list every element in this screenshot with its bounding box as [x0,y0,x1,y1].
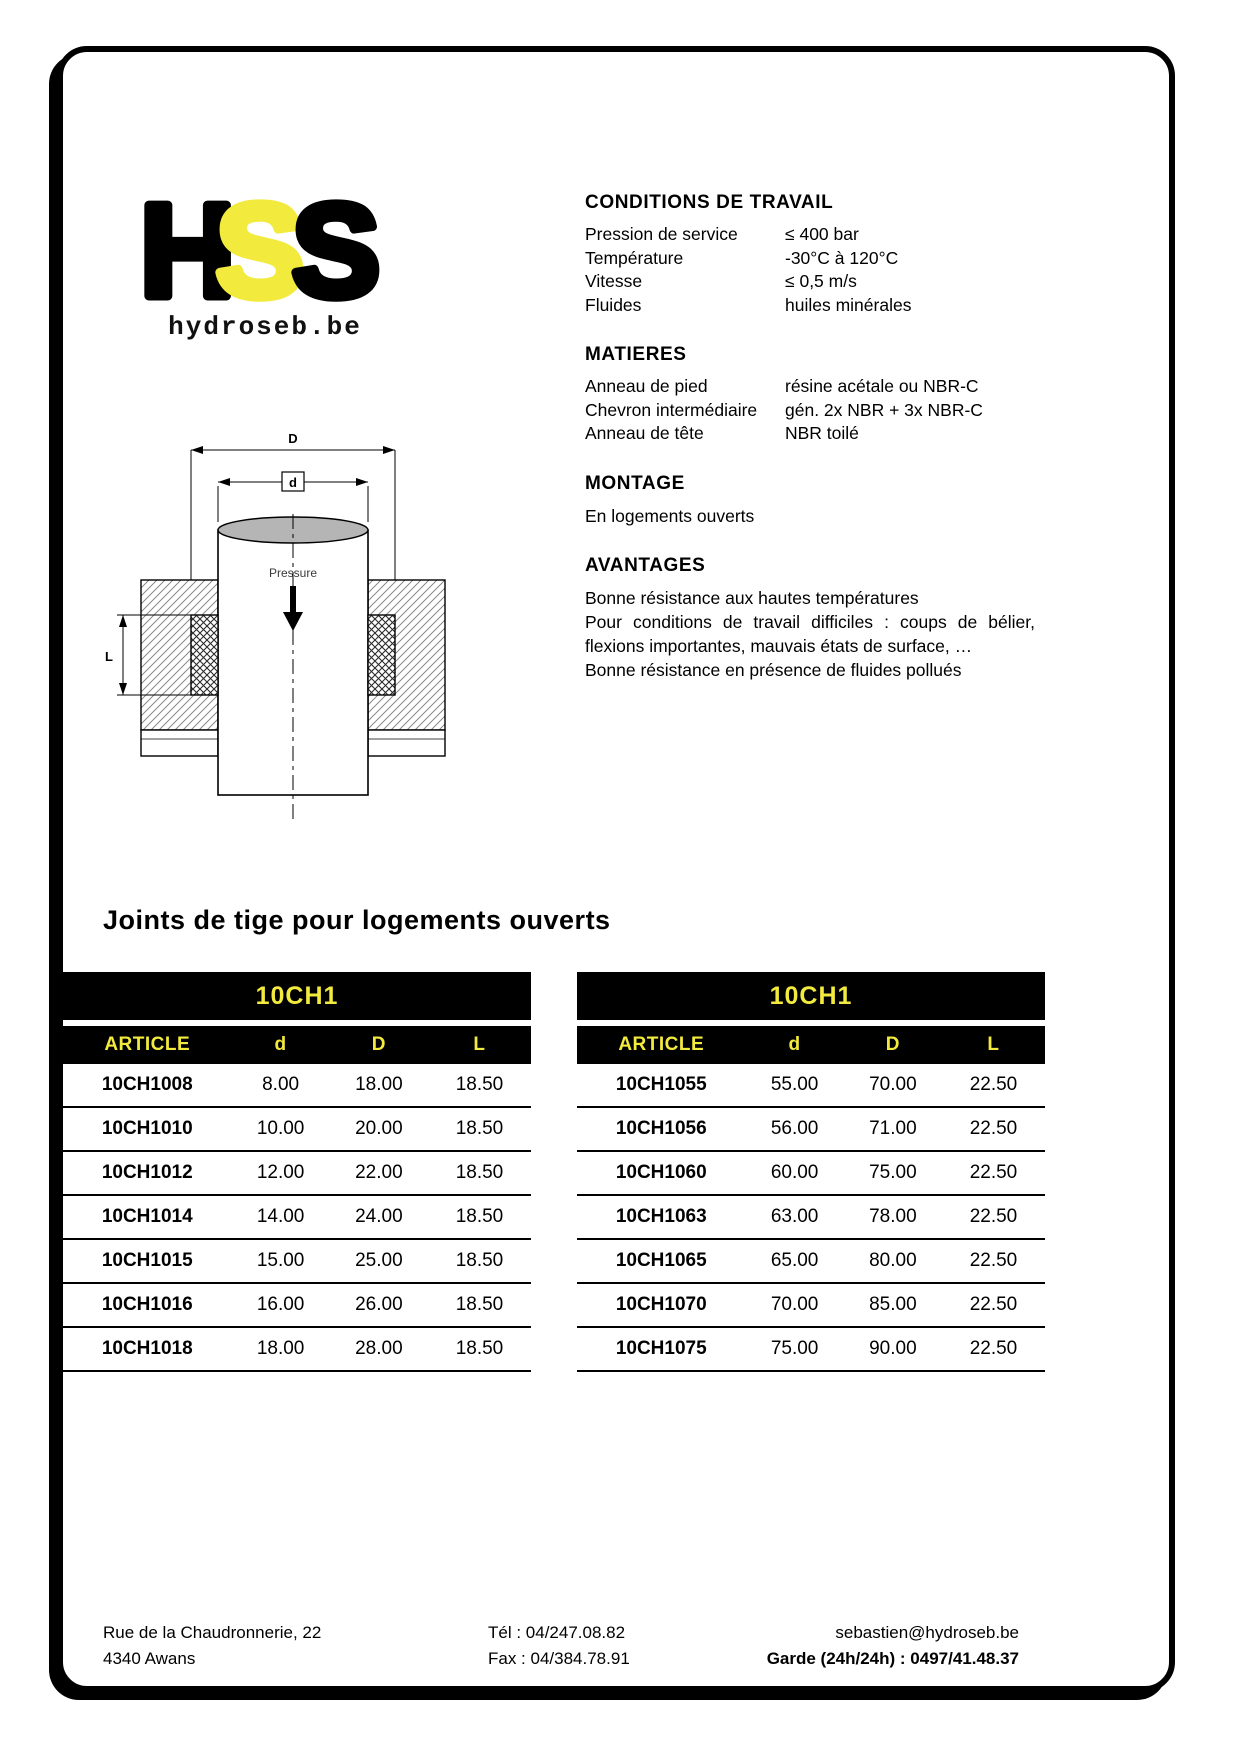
product-table-left [63,972,531,1372]
spec-paragraph: En logements ouverts [585,505,755,526]
value-cell: 80.00 [869,1250,917,1271]
article-cell: 10CH1010 [101,1118,193,1139]
spec-value: huiles minérales [785,294,912,315]
footer-address-line1: Rue de la Chaudronnerie, 22 [103,1623,322,1642]
spec-label: Fluides [585,294,642,315]
bottom-plate-left [141,730,218,756]
seal-right [368,615,395,695]
value-cell: 10.00 [256,1118,305,1139]
seal-cross-section-diagram [103,430,483,830]
spec-value: résine acétale ou NBR-C [785,376,979,396]
table-row [63,1196,531,1240]
table-row [63,1064,531,1108]
spec-value: NBR toilé [785,423,859,443]
footer-fax: Fax : 04/384.78.91 [488,1649,630,1668]
spec-row [585,223,1035,247]
value-cell: 18.00 [355,1074,403,1095]
pressure-label: Pressure [268,566,318,580]
value-cell: 22.50 [969,1074,1018,1095]
table-row [63,1240,531,1284]
spec-section [585,473,1035,528]
spec-row [585,399,1035,423]
spec-value: ≤ 0,5 m/s [785,271,857,291]
spec-value: ≤ 400 bar [785,224,859,244]
table-row [63,1108,531,1152]
value-cell: 22.50 [969,1162,1018,1183]
diagram [103,430,585,835]
bottom-plate-right [368,730,445,756]
article-cell: 10CH1055 [615,1074,707,1095]
article-cell: 10CH1016 [101,1294,193,1315]
footer-tel: Tél : 04/247.08.82 [488,1623,626,1642]
spec-value: gén. 2x NBR + 3x NBR-C [785,399,983,420]
value-cell: 18.00 [256,1338,305,1359]
value-cell: 63.00 [770,1206,819,1227]
value-cell: 18.50 [455,1074,504,1095]
footer [103,1620,1129,1672]
value-cell: 75.00 [770,1338,819,1359]
value-cell: 78.00 [869,1206,917,1227]
value-cell: 56.00 [770,1118,819,1139]
spec-section-title: AVANTAGES [585,554,706,576]
spec-paragraph: Pour conditions de travail difficiles : coups de bélier, flexions importantes, mauvais états de surface, … [585,611,1035,656]
value-cell: 18.50 [455,1118,504,1139]
spec-section-title: MATIERES [585,344,687,365]
value-cell: 85.00 [869,1294,917,1315]
value-cell: 26.00 [355,1294,403,1315]
spec-label: Vitesse [585,271,643,291]
value-cell: 20.00 [355,1118,403,1139]
value-cell: 12.00 [256,1162,305,1183]
article-cell: 10CH1056 [615,1118,707,1139]
table-row [577,1108,1045,1152]
article-cell: 10CH1015 [101,1250,193,1271]
spec-label: Pression de service [585,224,738,244]
spec-label: Anneau de tête [585,423,704,443]
article-cell: 10CH1008 [101,1074,193,1095]
dim-label-d: d [289,475,297,490]
article-cell: 10CH1075 [615,1338,707,1359]
spec-section [585,555,1035,682]
table-header-row [63,1026,531,1064]
footer-email: sebastien@hydroseb.be [835,1623,1019,1642]
article-cell: 10CH1065 [615,1250,707,1271]
table-header-cell: L [473,1034,486,1055]
value-cell: 55.00 [770,1074,819,1095]
spec-paragraph: Bonne résistance aux hautes températures [585,587,919,608]
table-row [63,1284,531,1328]
dim-label-D: D [288,431,298,446]
table-row [63,1152,531,1196]
value-cell: 90.00 [869,1338,917,1359]
seal-left [191,615,218,695]
value-cell: 18.50 [455,1294,504,1315]
spec-row [585,294,1035,318]
footer-garde: Garde (24h/24h) : 0497/41.48.37 [766,1649,1019,1668]
value-cell: 22.50 [969,1206,1018,1227]
table-header-cell: D [371,1034,386,1055]
table-header-row [577,1026,1045,1064]
value-cell: 18.50 [455,1206,504,1227]
tables-row [63,972,1129,1372]
top-area [103,190,1129,835]
table-header-cell: ARTICLE [618,1034,705,1055]
article-cell: 10CH1018 [101,1338,193,1359]
value-cell: 28.00 [355,1338,403,1359]
spec-value: -30°C à 120°C [785,247,899,268]
value-cell: 25.00 [355,1250,403,1271]
value-cell: 22.50 [969,1250,1018,1271]
table-title: 10CH1 [63,972,531,1020]
table-row [577,1328,1045,1372]
table-header-cell: d [788,1034,801,1055]
dim-label-L: L [105,649,113,664]
footer-contact [738,1620,1019,1672]
logo [140,190,390,342]
footer-address-line2: 4340 Awans [103,1649,196,1668]
table-row [577,1240,1045,1284]
spec-label: Température [585,247,684,268]
spec-label: Anneau de pied [585,376,708,396]
value-cell: 71.00 [869,1118,917,1139]
spec-paragraph: Bonne résistance en présence de fluides pollués [585,659,962,680]
hydroseb-logo-icon [140,190,390,310]
value-cell: 70.00 [770,1294,819,1315]
spec-row [585,270,1035,294]
logo-letter-h: H [140,190,236,310]
value-cell: 22.50 [969,1294,1018,1315]
logo-letter-s-yellow: S [216,190,305,310]
article-cell: 10CH1012 [101,1162,193,1183]
spec-section [585,192,1035,317]
document-frame [57,46,1175,1692]
product-table-right [577,972,1045,1372]
value-cell: 14.00 [256,1206,305,1227]
table-header-cell: ARTICLE [104,1034,191,1055]
logo-domain-text: hydroseb.be [168,312,362,342]
spec-label: Chevron intermédiaire [585,399,758,420]
article-cell: 10CH1063 [615,1206,707,1227]
value-cell: 18.50 [455,1338,504,1359]
value-cell: 22.50 [969,1118,1018,1139]
spec-row [585,422,1035,446]
table-header-cell: D [885,1034,900,1055]
article-cell: 10CH1014 [101,1206,193,1227]
value-cell: 24.00 [355,1206,403,1227]
value-cell: 18.50 [455,1250,504,1271]
footer-address [103,1620,488,1672]
value-cell: 22.00 [355,1162,403,1183]
left-column [103,190,585,835]
table-row [577,1284,1045,1328]
value-cell: 18.50 [455,1162,504,1183]
page-title: Joints de tige pour logements ouverts [103,905,611,935]
spec-section-title: MONTAGE [585,472,685,494]
article-cell: 10CH1070 [615,1294,707,1315]
table-row [577,1152,1045,1196]
value-cell: 65.00 [770,1250,819,1271]
footer-phones [488,1620,738,1672]
spec-section [585,344,1035,446]
value-cell: 22.50 [969,1338,1018,1359]
specs-column [585,190,1035,835]
table-row [577,1064,1045,1108]
article-cell: 10CH1060 [615,1162,707,1183]
value-cell: 70.00 [869,1074,917,1095]
value-cell: 15.00 [256,1250,305,1271]
logo-letter-s-black: S [292,190,381,310]
table-row [577,1196,1045,1240]
spec-row [585,375,1035,399]
page-content [63,190,1169,1672]
value-cell: 60.00 [770,1162,819,1183]
spec-section-title: CONDITIONS DE TRAVAIL [585,192,834,213]
value-cell: 75.00 [869,1162,917,1183]
table-title: 10CH1 [577,972,1045,1020]
value-cell: 16.00 [256,1294,305,1315]
spec-row [585,247,1035,271]
table-header-cell: L [987,1034,1000,1055]
value-cell: 8.00 [262,1074,300,1095]
table-row [63,1328,531,1372]
table-header-cell: d [274,1034,287,1055]
